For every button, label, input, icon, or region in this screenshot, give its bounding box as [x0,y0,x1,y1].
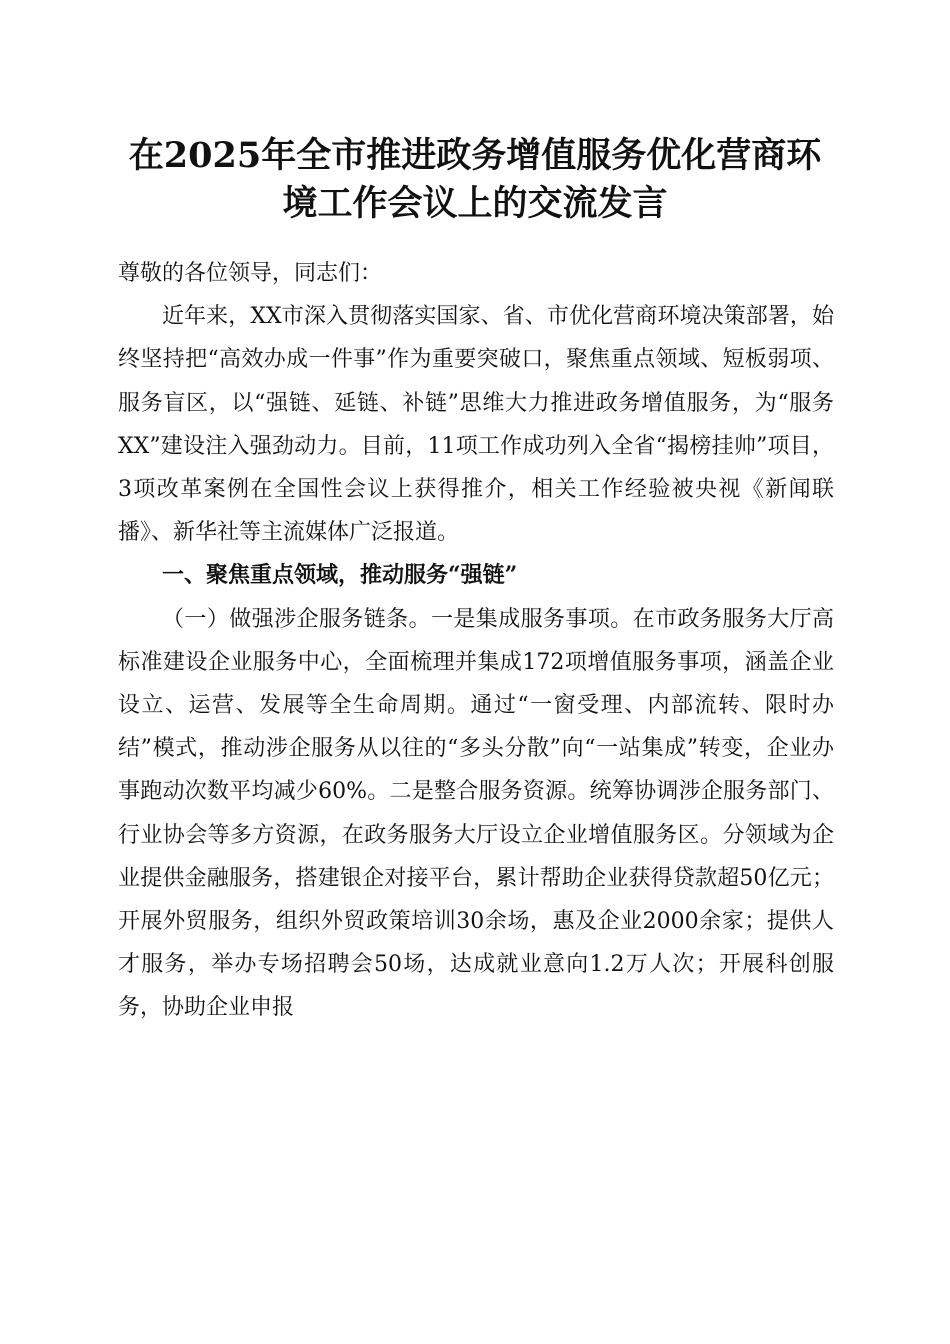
title-line-1: 在2025年全市推进政务增值服务优化营商环 [128,135,822,176]
section-paragraph: （一）做强涉企服务链条。一是集成服务事项。在市政务服务大厅高标准建设企业服务中心，全面梳理并集成172项增值服务事项，涵盖企业设立、运营、发展等全生命周期。通过“一窗受理、内部流转、限时办结”模式，推动涉企服务从以往的“多头分散”向“一站集成”转变，企业办事跑动次数平均减少60%。二是整合服务资源。统筹协调涉企服务部门、行业协会等多方资源，在政务服务大厅设立企业增值服务区。分领域为企业提供金融服务，搭建银企对接平台，累计帮助企业获得贷款超50亿元；开展外贸服务，组织外贸政策培训30余场，惠及企业2000余家；提供人才服务，举办专场招聘会50场，达成就业意向1.2万人次；开展科创服务，协助企业申报 [118,606,834,1021]
document-title [118,132,832,228]
intro-paragraph: 近年来，XX市深入贯彻落实国家、省、市优化营商环境决策部署，始终坚持把“高效办成一件事”作为重要突破口，聚焦重点领域、短板弱项、服务盲区，以“强链、延链、补链”思维大力推进政务增值服务，为“服务XX”建设注入强劲动力。目前，11项工作成功列入全省“揭榜挂帅”项目，3项改革案例在全国性会议上获得推介，相关工作经验被央视《新闻联播》、新华社等主流媒体广泛报道。 [118,304,834,546]
title-line-2: 境工作会议上的交流发言 [282,183,668,224]
salutation: 尊敬的各位领导，同志们： [118,261,383,286]
document-body [118,252,834,1030]
section-heading: 一、聚焦重点领域，推动服务“强链” [162,562,518,589]
